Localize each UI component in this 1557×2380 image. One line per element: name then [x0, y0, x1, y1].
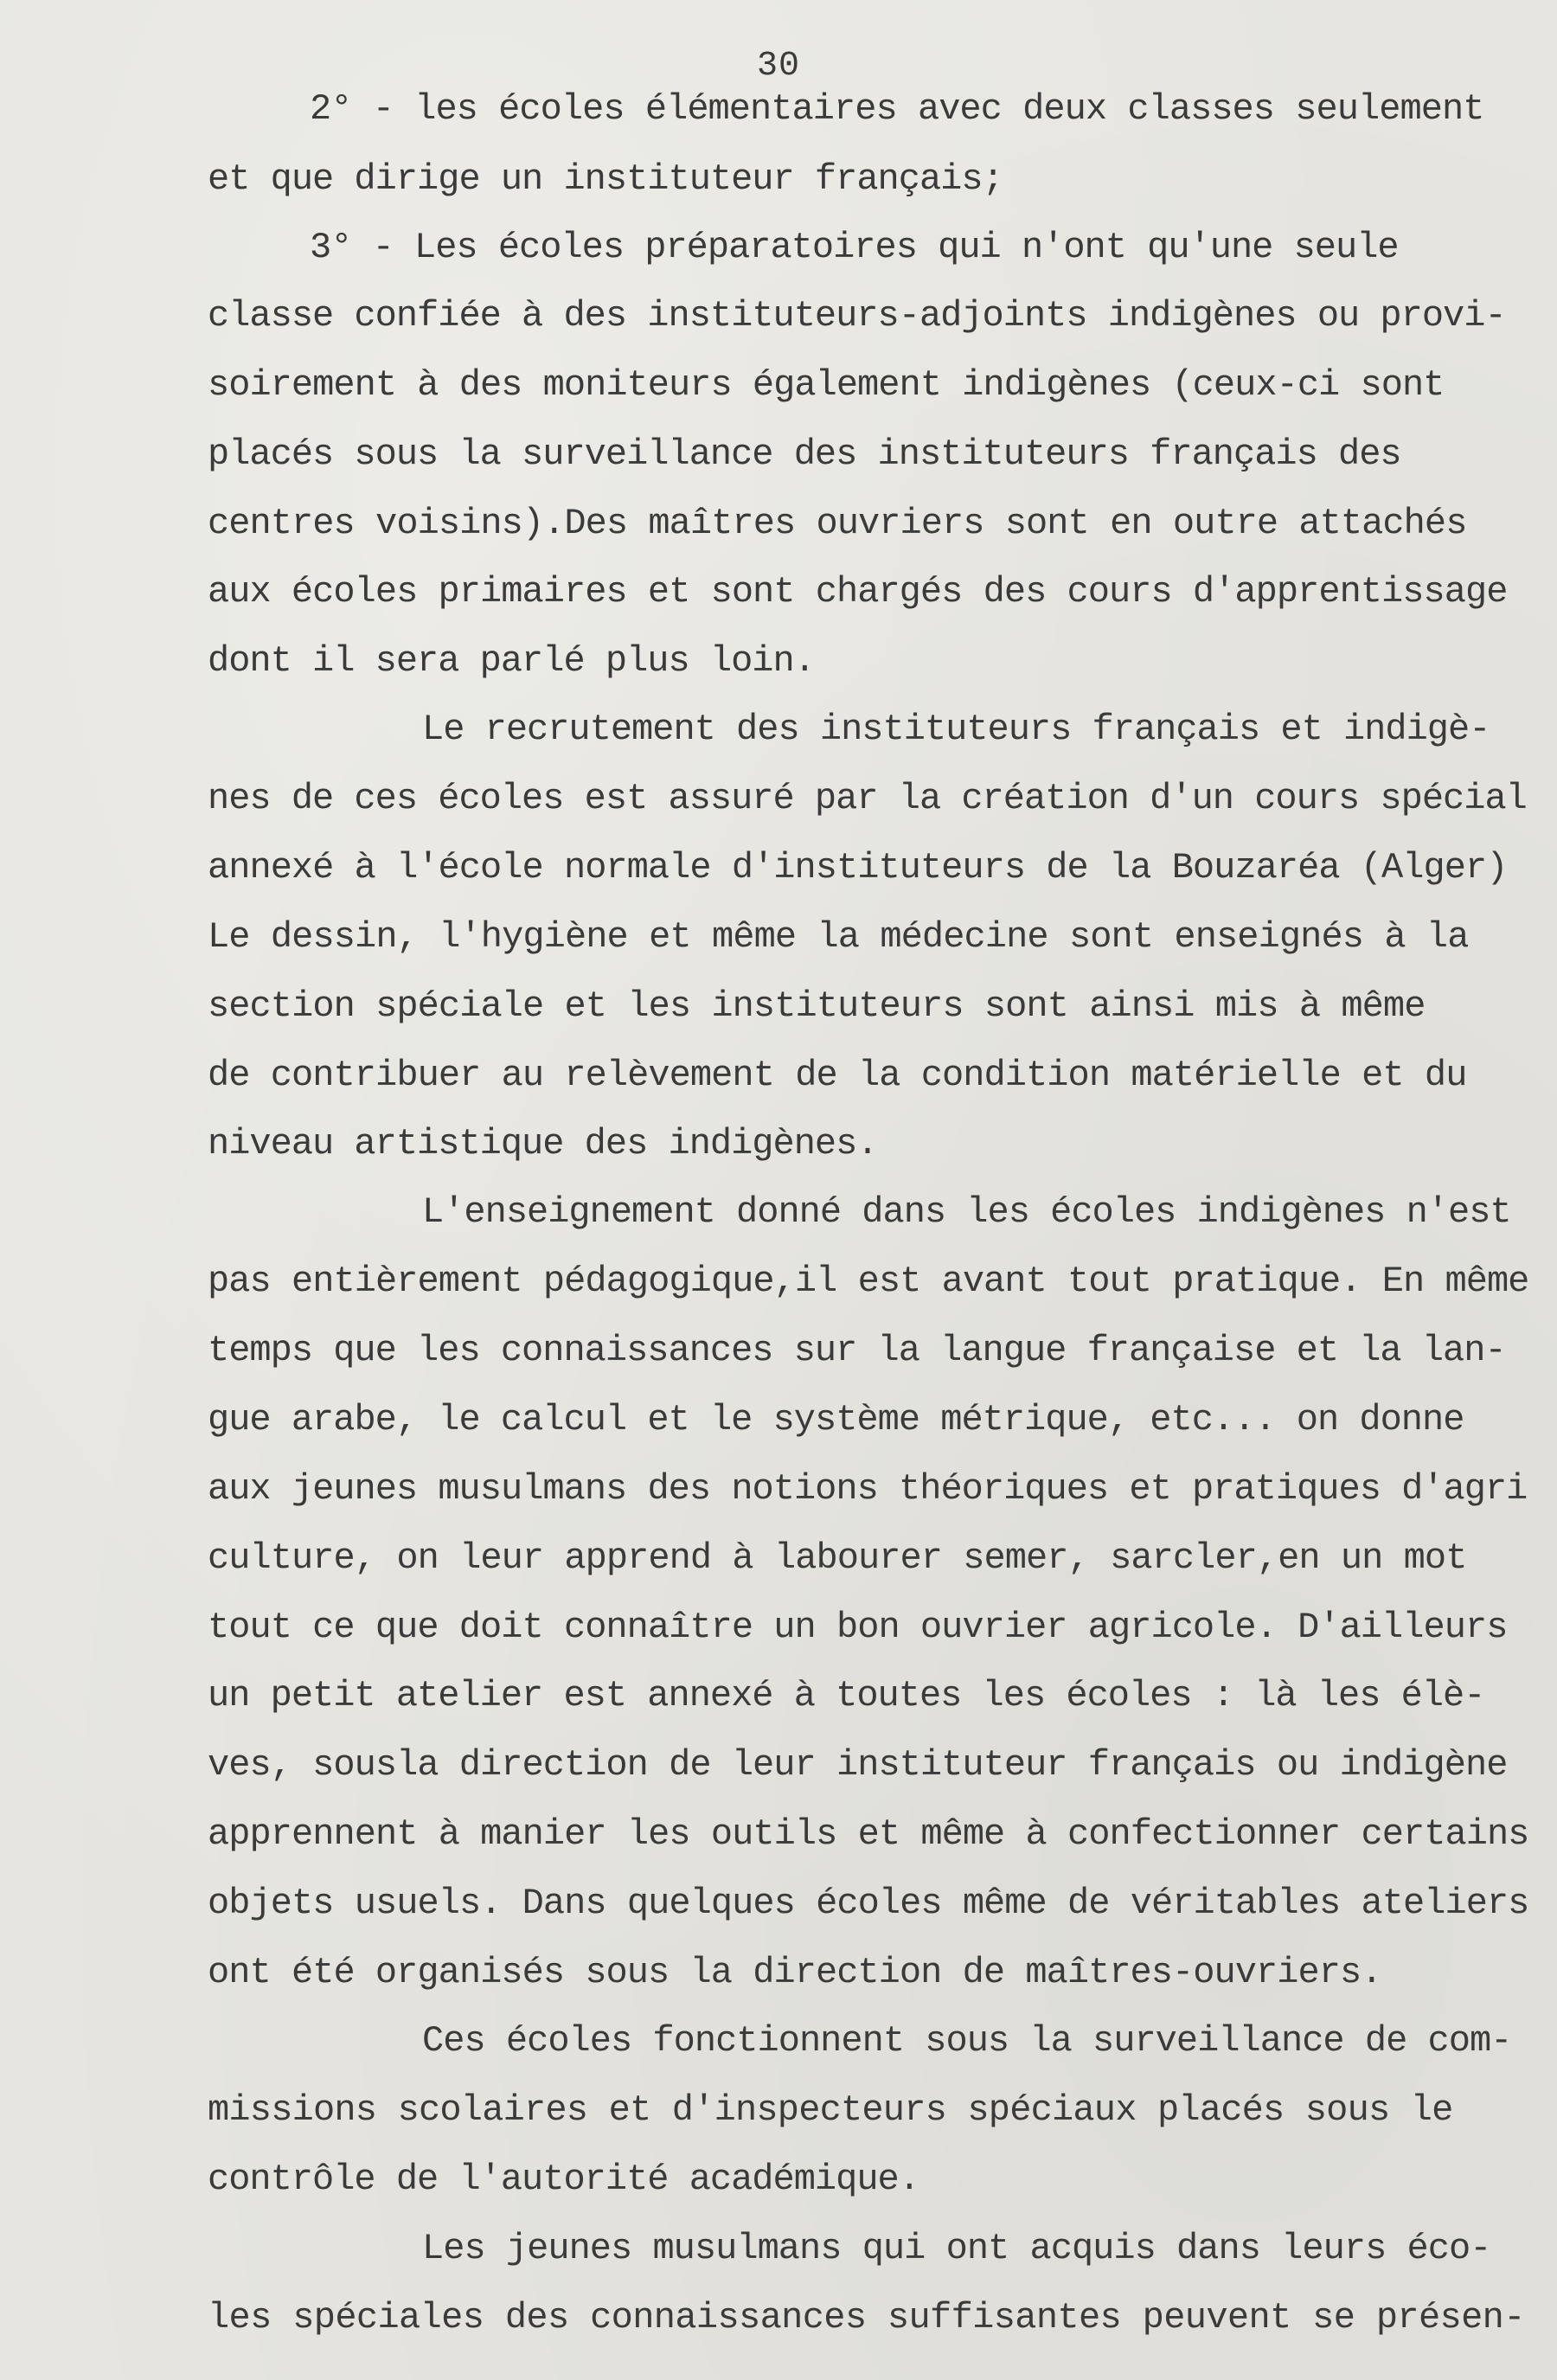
- text-line: gue arabe, le calcul et le système métrique, etc... on donne: [208, 1399, 1464, 1440]
- text-line: dont il sera parlé plus loin.: [208, 640, 815, 682]
- text-line: contrôle de l'autorité académique.: [208, 2159, 919, 2200]
- text-line: objets usuels. Dans quelques écoles même de véritables ateliers: [208, 1883, 1529, 1924]
- text-line: soirement à des moniteurs également indigènes (ceux-ci sont: [208, 364, 1445, 406]
- text-line: temps que les connaissances sur la langue française et la lan-: [208, 1330, 1506, 1371]
- text-line: et que dirige un instituteur français;: [208, 158, 1003, 200]
- text-line: les spéciales des connaissances suffisantes peuvent se présen-: [208, 2297, 1525, 2338]
- text-line: pas entièrement pédagogique,il est avant tout pratique. En même: [208, 1261, 1529, 1302]
- page-number: 30: [756, 47, 800, 86]
- text-line: annexé à l'école normale d'instituteurs de la Bouzaréa (Alger): [208, 847, 1508, 888]
- text-line: 2° - les écoles élémentaires avec deux classes seulement: [310, 88, 1484, 130]
- text-line: classe confiée à des instituteurs-adjoints indigènes ou provi-: [208, 295, 1506, 337]
- text-line: un petit atelier est annexé à toutes les écoles : là les élè-: [208, 1675, 1485, 1716]
- text-line: L'enseignement donné dans les écoles indigènes n'est: [422, 1191, 1511, 1233]
- text-line: aux jeunes musulmans des notions théoriques et pratiques d'agri: [208, 1468, 1528, 1510]
- text-line: Ces écoles fonctionnent sous la surveillance de com-: [422, 2020, 1512, 2062]
- text-line: ont été organisés sous la direction de maîtres-ouvriers.: [208, 1952, 1382, 1993]
- text-line: Le recrutement des instituteurs français et indigè-: [422, 709, 1490, 750]
- text-line: missions scolaires et d'inspecteurs spéciaux placés sous le: [208, 2089, 1453, 2131]
- text-line: apprennent à manier les outils et même à confectionner certains: [208, 1813, 1529, 1855]
- text-line: niveau artistique des indigènes.: [208, 1123, 878, 1164]
- text-line: centres voisins).Des maîtres ouvriers sont en outre attachés: [208, 503, 1467, 544]
- text-line: section spéciale et les instituteurs sont ainsi mis à même: [208, 985, 1426, 1027]
- text-line: Les jeunes musulmans qui ont acquis dans leurs éco-: [422, 2228, 1491, 2269]
- text-line: nes de ces écoles est assuré par la création d'un cours spécial: [208, 778, 1527, 819]
- text-line: placés sous la surveillance des instituteurs français des: [208, 433, 1401, 475]
- text-line: tout ce que doit connaître un bon ouvrier agricole. D'ailleurs: [208, 1607, 1508, 1648]
- text-line: de contribuer au relèvement de la condition matérielle et du: [208, 1055, 1467, 1096]
- text-line: Le dessin, l'hygiène et même la médecine sont enseignés à la: [208, 916, 1469, 958]
- text-line: aux écoles primaires et sont chargés des cours d'apprentissage: [208, 571, 1508, 613]
- text-line: 3° - Les écoles préparatoires qui n'ont qu'une seule: [310, 227, 1399, 268]
- text-line: ves, sousla direction de leur instituteur français ou indigène: [208, 1744, 1508, 1786]
- text-line: culture, on leur apprend à labourer semer, sarcler,en un mot: [208, 1537, 1467, 1579]
